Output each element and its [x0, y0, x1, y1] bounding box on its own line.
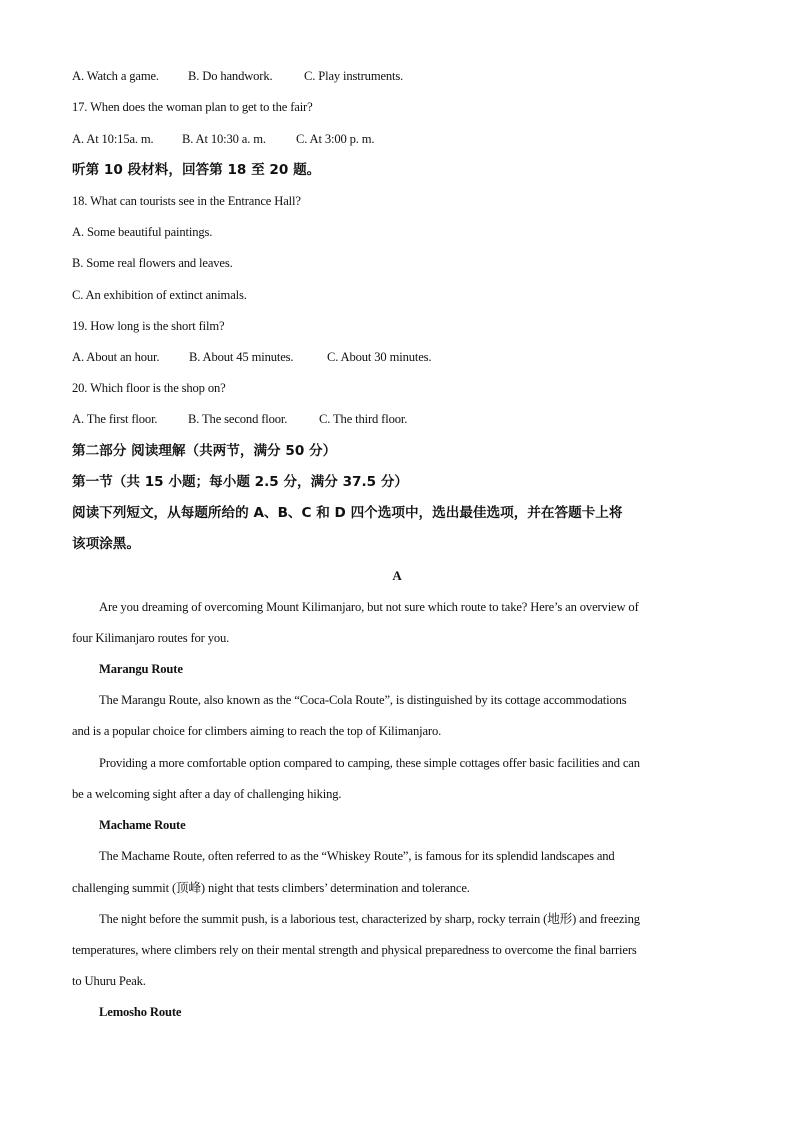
q18-option-b: B. Some real flowers and leaves.: [72, 256, 233, 270]
q19-option-a: A. About an hour.: [72, 350, 160, 364]
instruction-line1: 阅读下列短文，从每题所给的 A、B、C 和 D 四个选项中，选出最佳选项，并在答题卡上将: [72, 505, 623, 521]
machame-p2-line3: to Uhuru Peak.: [72, 974, 146, 988]
q20-question: 20. Which floor is the shop on?: [72, 381, 226, 395]
q18-option-c: C. An exhibition of extinct animals.: [72, 288, 247, 302]
q18-question: 18. What can tourists see in the Entrance Hall?: [72, 194, 301, 208]
machame-p2-line2: temperatures, where climbers rely on their mental strength and physical preparedness to overcome the final barriers: [72, 943, 637, 957]
machame-heading: Machame Route: [99, 818, 186, 832]
q19-options: [72, 349, 431, 365]
q16-options: [72, 68, 403, 84]
marangu-p2-line1: Providing a more comfortable option compared to camping, these simple cottages offer basic facilities and can: [99, 756, 640, 770]
q20-options: [72, 411, 407, 427]
marangu-heading: Marangu Route: [99, 662, 183, 676]
instruction-line2: 该项涂黑。: [72, 536, 140, 552]
q20-option-a: A. The first floor.: [72, 412, 158, 426]
q20-option-b: B. The second floor.: [188, 412, 288, 426]
section1-heading: 第一节（共 15 小题；每小题 2.5 分，满分 37.5 分）: [72, 474, 409, 490]
marangu-p1-line2: and is a popular choice for climbers aiming to reach the top of Kilimanjaro.: [72, 724, 442, 738]
intro-line1: Are you dreaming of overcoming Mount Kilimanjaro, but not sure which route to take? Here’s an overview of: [99, 600, 639, 614]
q17-options: [72, 131, 374, 147]
q18-option-a: A. Some beautiful paintings.: [72, 225, 213, 239]
q17-option-a: A. At 10:15a. m.: [72, 132, 154, 146]
q17-question: 17. When does the woman plan to get to the fair?: [72, 100, 313, 114]
q16-option-b: B. Do handwork.: [188, 69, 273, 83]
machame-p2-line1: The night before the summit push, is a laborious test, characterized by sharp, rocky terrain (地形) and freezing: [99, 912, 640, 926]
q19-option-c: C. About 30 minutes.: [327, 350, 432, 364]
marangu-p2-line2: be a welcoming sight after a day of challenging hiking.: [72, 787, 342, 801]
passage-label: A: [392, 568, 402, 583]
lemosho-heading: Lemosho Route: [99, 1005, 182, 1019]
machame-p1-line1: The Machame Route, often referred to as the “Whiskey Route”, is famous for its splendid landscapes and: [99, 849, 615, 863]
q16-option-a: A. Watch a game.: [72, 69, 159, 83]
marangu-p1-line1: The Marangu Route, also known as the “Coca-Cola Route”, is distinguished by its cottage accommodations: [99, 693, 627, 707]
q17-option-b: B. At 10:30 a. m.: [182, 132, 266, 146]
q19-option-b: B. About 45 minutes.: [189, 350, 294, 364]
q17-option-c: C. At 3:00 p. m.: [296, 132, 375, 146]
section-10-heading: 听第 10 段材料，回答第 18 至 20 题。: [72, 162, 321, 178]
machame-p1-line2: challenging summit (顶峰) night that tests climbers’ determination and tolerance.: [72, 881, 470, 895]
q16-option-c: C. Play instruments.: [304, 69, 404, 83]
q19-question: 19. How long is the short film?: [72, 319, 225, 333]
intro-line2: four Kilimanjaro routes for you.: [72, 631, 230, 645]
part2-heading: 第二部分 阅读理解（共两节，满分 50 分）: [72, 443, 337, 459]
q20-option-c: C. The third floor.: [319, 412, 408, 426]
